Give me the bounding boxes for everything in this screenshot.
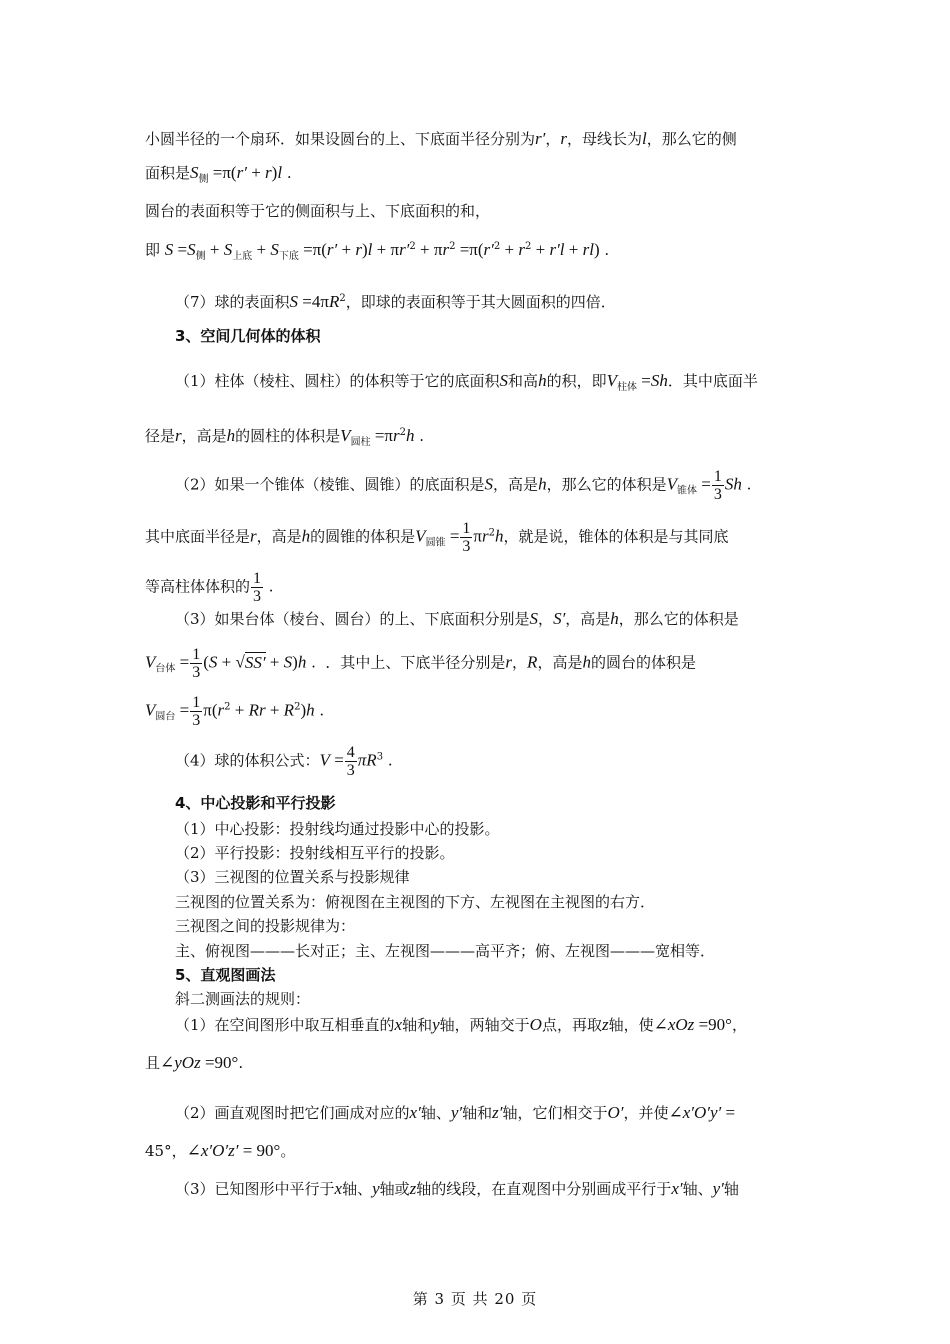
formula-line: 即 $S =S_侧 + S_{上底} + S_{下底} =\pi(r' + r)l + \pi r'^2 + \pi r^2 =\pi(r'^2 + r^2 + r'l + rl)$ . [145, 240, 610, 262]
text-line: 径是r，高是h的圆柱的体积是$V_{圆柱} =\pi r^2h$ . [145, 426, 425, 448]
text-line: （3）三视图的位置关系与投影规律 [175, 868, 410, 886]
text-line: （4）球的体积公式：V = $\frac{4}{3}$ $\pi R^3$ . [175, 744, 393, 779]
text-line: （3）如果台体（棱台、圆台）的上、下底面积分别是S，S′，高是h，那么它的体积是 [175, 609, 739, 628]
text-line: 且∠yOz =90°. [145, 1053, 244, 1072]
text-line: （2）平行投影：投射线相互平行的投影。 [175, 844, 455, 862]
text-line: 圆台的表面积等于它的侧面积与上、下底面积的和， [145, 202, 491, 220]
text-line: 其中底面半径是r，高是h的圆锥的体积是$V_{圆锥}$ = $\frac{1}{3}$ $\pi r^2h$，就是说，锥体的体积是与其同底 [145, 520, 729, 555]
text-line: （2）如果一个锥体（棱锥、圆锥）的底面积是S，高是h，那么它的体积是$V_{锥体}$ = $\frac{1}{3}$ Sh . [175, 468, 752, 503]
text-line: （3）已知图形中平行于x轴、y轴或z轴的线段，在直观图中分别画成平行于x′轴、y′轴 [175, 1179, 739, 1198]
text-line: （2）画直观图时把它们画成对应的x′轴、y′轴和z′轴，它们相交于O′，并使∠x′O′y′ = [175, 1103, 736, 1122]
text-line: 小圆半径的一个扇环．如果设圆台的上、下底面半径分别为r′，r，母线长为l，那么它的侧 [145, 129, 737, 148]
formula-line: $V_{圆台}$ = $\frac{1}{3}$ $\pi(r^2 + Rr + R^2)h$ . [145, 694, 325, 729]
section-heading: 5、直观图画法 [175, 966, 276, 984]
text-line: 三视图之间的投影规律为： [175, 917, 356, 935]
text-line: 斜二测画法的规则： [175, 990, 311, 1008]
text-line: 面积是$S_侧 =\pi(r' + r)l$ . [145, 163, 292, 185]
page-footer: 第 3 页 共 20 页 [412, 1290, 538, 1308]
section-heading: 3、空间几何体的体积 [175, 327, 321, 345]
text-line: （1）柱体（棱柱、圆柱）的体积等于它的底面积S和高h的积，即$V_{柱体} =Sh$．其中底面半 [175, 371, 758, 393]
text-line: （7）球的表面积$S =4\pi R^2$，即球的表面积等于其大圆面积的四倍． [175, 292, 616, 311]
text-line: （1）中心投影：投射线均通过投影中心的投影。 [175, 820, 500, 838]
text-line: 等高柱体体积的 $\frac{1}{3}$ . [145, 570, 274, 605]
text-line: 三视图的位置关系为：俯视图在主视图的下方、左视图在主视图的右方． [175, 893, 656, 911]
formula-line: $V_{台体}$ = $\frac{1}{3}$ (S + √SS′ + S)h . ．其中上、下底半径分别是r，R，高是h的圆台的体积是 [145, 646, 696, 681]
text-line: 45°，∠x′O′z′ = 90°。 [145, 1141, 296, 1160]
text-line: （1）在空间图形中取互相垂直的x轴和y轴，两轴交于O点，再取z轴，使∠xOz =90°， [175, 1015, 747, 1034]
text-line: 主、俯视图———长对正；主、左视图———高平齐；俯、左视图———宽相等． [175, 942, 716, 960]
section-heading: 4、中心投影和平行投影 [175, 794, 336, 812]
